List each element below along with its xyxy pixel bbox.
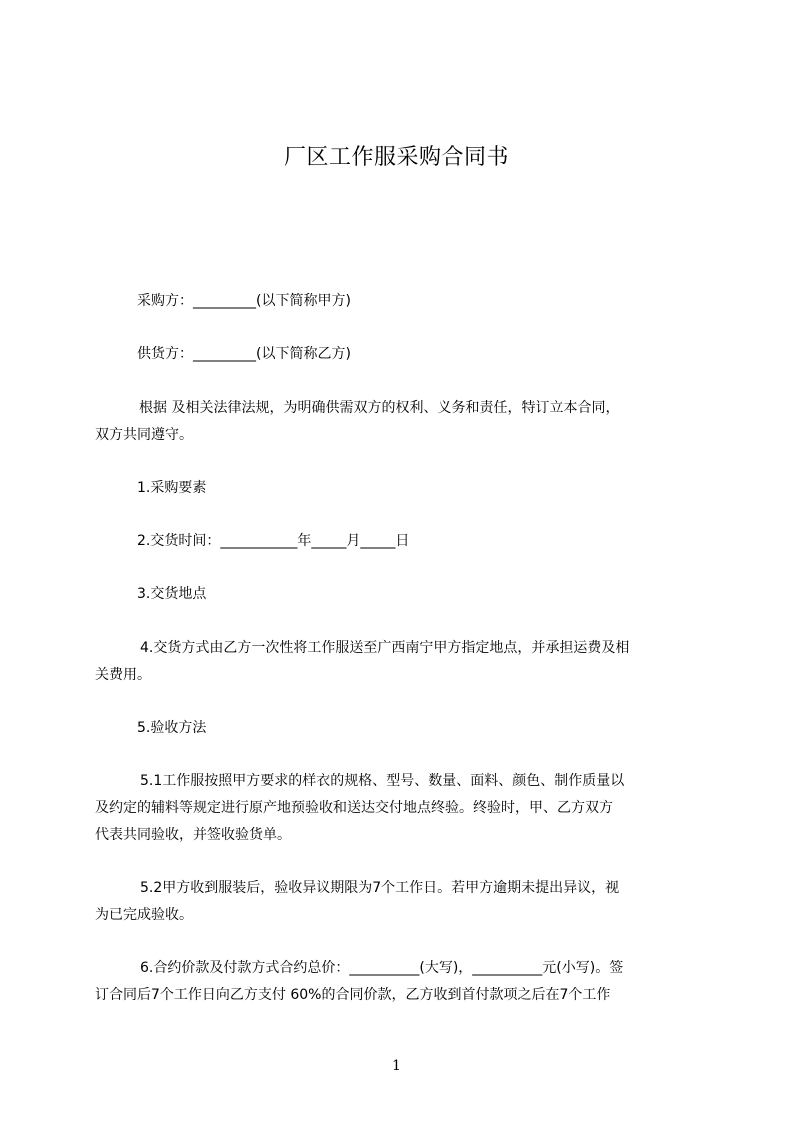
clause-6-line-1: 6.合约价款及付款方式合约总价：__________(大写)，__________元(小写)。签 [140,960,624,976]
clause-5-2-line-2: 为已完成验收。 [95,907,193,923]
clause-5-heading: 5.验收方法 [137,720,207,736]
clause-5-2-line-1: 5.2甲方收到服装后，验收异议期限为7个工作日。若甲方逾期未提出异议，视 [140,880,620,896]
clause-4-line-2: 关费用。 [95,667,151,683]
clause-5-1-line-3: 代表共同验收，并签收验货单。 [95,827,291,843]
buyer-line: 采购方：_________(以下简称甲方) [137,293,351,309]
intro-line-1: 根据 及相关法律法规，为明确供需双方的权利、义务和责任，特订立本合同， [139,400,620,416]
clause-6-line-2: 订合同后7个工作日向乙方支付 60%的合同价款，乙方收到首付款项之后在7个工作 [95,987,611,1003]
clause-3-heading: 3.交货地点 [137,586,207,602]
clause-5-1-line-2: 及约定的辅料等规定进行原产地预验收和送达交付地点终验。终验时，甲、乙方双方 [95,800,613,816]
clause-5-1-line-1: 5.1工作服按照甲方要求的样衣的规格、型号、数量、面料、颜色、制作质量以 [140,773,625,789]
intro-line-2: 双方共同遵守。 [95,427,193,443]
clause-2-delivery-time: 2.交货时间：___________年_____月_____日 [137,533,410,549]
clause-1-heading: 1.采购要素 [137,480,207,496]
document-title: 厂区工作服采购合同书 [283,145,509,170]
page-number: 1 [392,1058,401,1074]
supplier-line: 供货方：_________(以下简称乙方) [137,346,351,362]
clause-4-line-1: 4.交货方式由乙方一次性将工作服送至广西南宁甲方指定地点，并承担运费及相 [140,640,630,656]
